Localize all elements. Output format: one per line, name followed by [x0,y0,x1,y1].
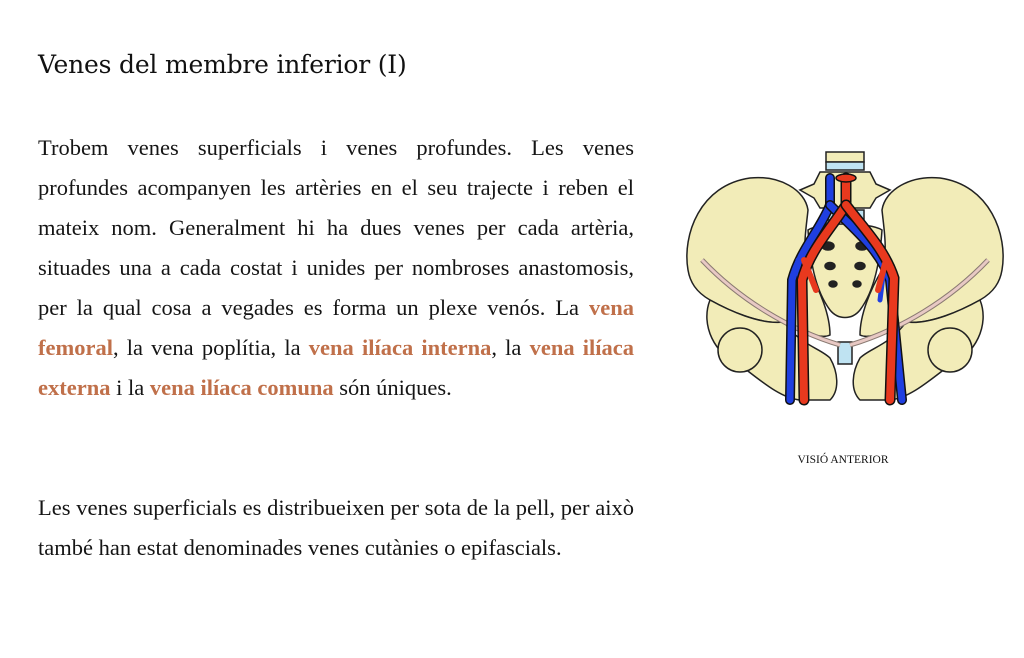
paragraph-text: i la [110,375,150,400]
paragraph-text: , la vena poplítia, la [112,335,309,360]
paragraph-deep-veins [38,128,634,408]
term-vena-femoral[interactable]: vena femoral [38,295,634,360]
paragraph-superficial-veins: Les venes superficials es distribueixen per sota de la pell, per això també han estat denominades venes cutànies o epifascials. [38,495,634,560]
intervertebral-disc [826,162,864,170]
lumbar-vertebra-top [826,152,864,162]
paragraph-text: són úniques. [333,375,452,400]
pubic-symphysis [838,342,852,364]
left-femoral-head [718,328,762,372]
pelvis-illustration [680,150,1010,410]
term-vena-iliaca-interna[interactable]: vena ilíaca interna [308,335,492,360]
paragraph-text: Trobem venes superficials i venes profundes. Les venes profundes acompanyen les artèries en el seu trajecte i reben el mateix nom. Generalment hi ha dues venes per cada artèria, situades una a cada costat i unides per nombroses anastomosis, per la qual cosa a vegades es forma un plexe venós. La [38,135,634,320]
paragraph-text: , la [491,335,530,360]
term-vena-iliaca-externa[interactable]: vena ilíaca externa [38,335,634,400]
right-femoral-head [928,328,972,372]
page-title: Venes del membre inferior (I) [38,50,407,79]
term-vena-iliaca-comuna[interactable]: vena ilíaca comuna [149,375,334,400]
figure-caption: VISIÓ ANTERIOR [797,454,889,466]
aorta-top [836,174,856,182]
